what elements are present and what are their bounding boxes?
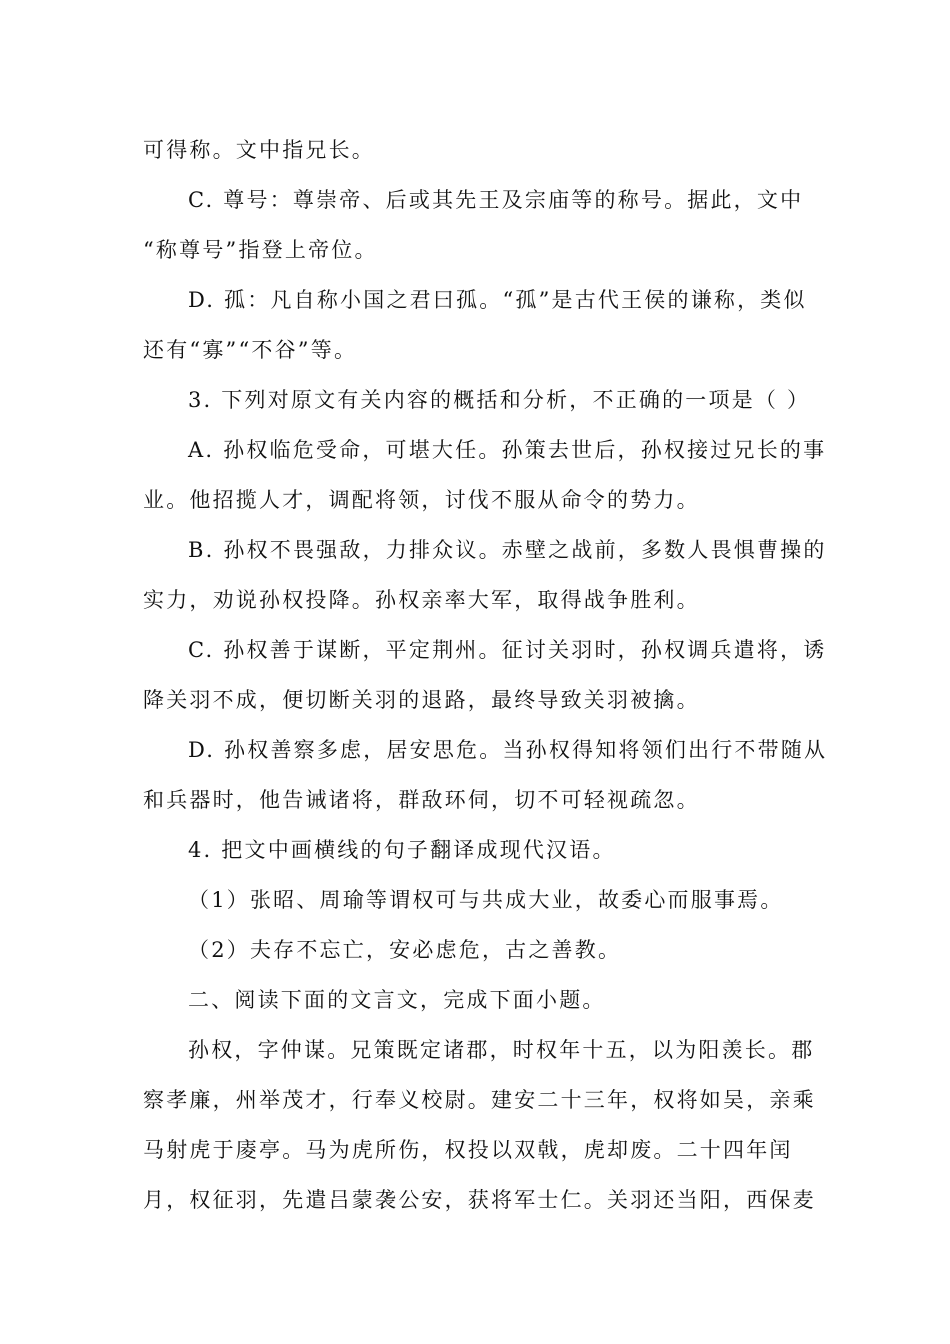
option-c-line-2: “称尊号”指登上帝位。 <box>143 238 378 262</box>
option-c-line-1: C. 尊号：尊崇帝、后或其先王及宗庙等的称号。据此，文中 <box>188 188 804 212</box>
passage-line-1: 孙权，字仲谋。兄策既定诸郡，时权年十五，以为阳羡长。郡 <box>188 1038 815 1062</box>
option-d-line-2: 还有“寡”“不谷”等。 <box>143 338 358 362</box>
option-d-line-1: D. 孤：凡自称小国之君曰孤。“孤”是古代王侯的谦称，类似 <box>188 288 807 312</box>
q3-option-d-line-2: 和兵器时，他告诫诸将，群敌环伺，切不可轻视疏忽。 <box>143 788 700 812</box>
q3-option-a-line-2: 业。他招揽人才，调配将领，讨伐不服从命令的势力。 <box>143 488 700 512</box>
q3-option-a-line-1: A. 孙权临危受命，可堪大任。孙策去世后，孙权接过兄长的事 <box>188 438 827 462</box>
q3-option-b-line-1: B. 孙权不畏强敌，力排众议。赤壁之战前，多数人畏惧曹操的 <box>188 538 827 562</box>
question-4: 4. 把文中画横线的句子翻译成现代汉语。 <box>188 838 616 862</box>
q4-sentence-1: （1）张昭、周瑜等谓权可与共成大业，故委心而服事焉。 <box>188 888 784 912</box>
q3-option-b-line-2: 实力，劝说孙权投降。孙权亲率大军，取得战争胜利。 <box>143 588 700 612</box>
q3-option-d-line-1: D. 孙权善察多虑，居安思危。当孙权得知将领们出行不带随从 <box>188 738 828 762</box>
q3-option-c-line-2: 降关羽不成，便切断关羽的退路，最终导致关羽被擒。 <box>143 688 700 712</box>
text-line-1: 可得称。文中指兄长。 <box>143 138 375 162</box>
passage-line-3: 马射虎于庱亭。马为虎所伤，权投以双戟，虎却废。二十四年闰 <box>143 1138 793 1162</box>
q4-sentence-2: （2）夫存不忘亡，安必虑危，古之善教。 <box>188 938 622 962</box>
passage-line-4: 月，权征羽，先遣吕蒙袭公安，获将军士仁。关羽还当阳，西保麦 <box>143 1188 816 1212</box>
q3-option-c-line-1: C. 孙权善于谋断，平定荆州。征讨关羽时，孙权调兵遣将，诱 <box>188 638 827 662</box>
section-two-heading: 二、阅读下面的文言文，完成下面小题。 <box>188 988 606 1012</box>
question-3: 3. 下列对原文有关内容的概括和分析，不正确的一项是（ ） <box>188 388 811 412</box>
passage-line-2: 察孝廉，州举茂才，行奉义校尉。建安二十三年，权将如吴，亲乘 <box>143 1088 816 1112</box>
